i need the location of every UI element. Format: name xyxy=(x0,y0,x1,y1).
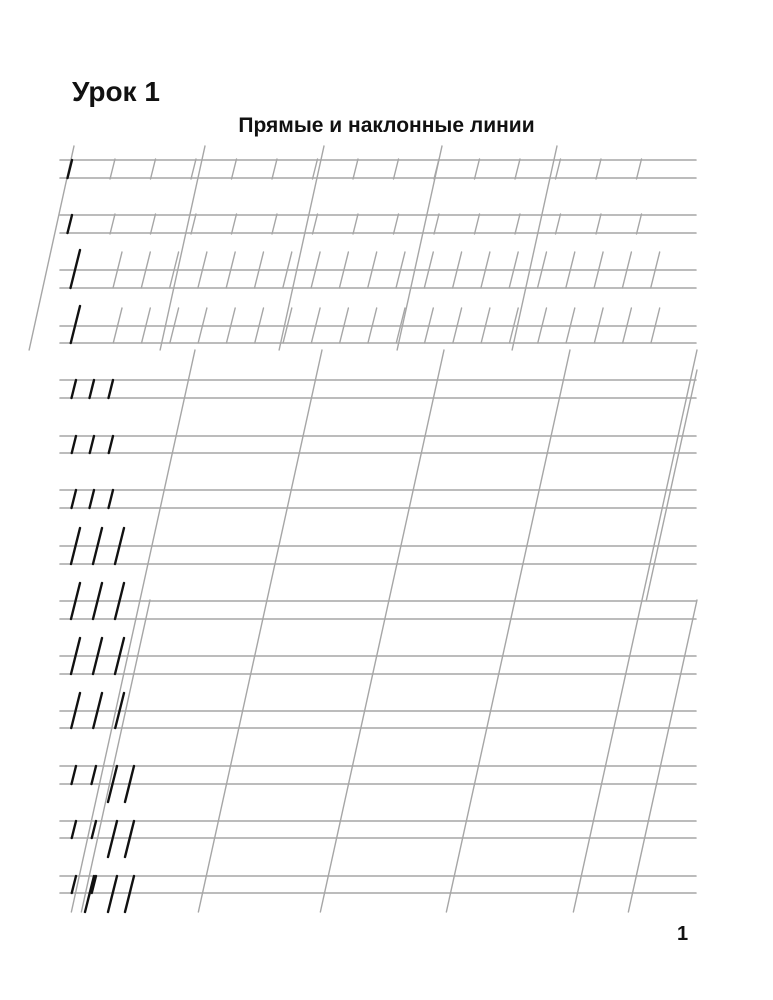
page-number: 1 xyxy=(677,923,689,945)
slant-guide-line xyxy=(320,350,444,912)
sample-stroke xyxy=(92,821,96,838)
sample-stroke xyxy=(90,436,94,453)
hint-stroke xyxy=(434,159,439,179)
sample-stroke xyxy=(68,215,73,233)
ruling-lines xyxy=(60,160,696,893)
slant-guide-line xyxy=(512,146,557,350)
sample-stroke xyxy=(72,436,76,453)
slant-guide-line xyxy=(628,600,697,912)
sample-stroke xyxy=(125,876,134,912)
hint-stroke xyxy=(353,159,358,179)
hint-stroke xyxy=(394,159,399,179)
hint-stroke xyxy=(637,214,642,234)
hint-stroke xyxy=(515,214,520,234)
hint-stroke xyxy=(232,214,237,234)
hint-stroke xyxy=(394,214,399,234)
slant-guide-line xyxy=(446,350,570,912)
sample-stroke xyxy=(109,380,114,398)
sample-stroke xyxy=(71,306,80,343)
slant-guide-line xyxy=(81,600,150,912)
slant-guide-line xyxy=(573,350,697,912)
hint-stroke xyxy=(556,214,561,234)
sample-stroke xyxy=(72,876,76,893)
sample-stroke xyxy=(72,490,77,508)
sample-stroke xyxy=(92,766,97,784)
sample-stroke xyxy=(72,380,77,398)
hint-stroke xyxy=(475,159,480,179)
practice-stroke-hints xyxy=(110,159,660,343)
slant-guide-line xyxy=(646,370,697,600)
hint-stroke xyxy=(232,159,237,179)
sample-stroke xyxy=(90,380,95,398)
sample-stroke xyxy=(71,250,81,288)
hint-stroke xyxy=(353,214,358,234)
sample-stroke xyxy=(109,436,113,453)
hint-stroke xyxy=(151,214,156,234)
sample-stroke xyxy=(85,876,94,912)
sample-strokes xyxy=(68,160,135,912)
sample-stroke xyxy=(72,766,77,784)
hint-stroke xyxy=(434,214,439,234)
hint-stroke xyxy=(556,159,561,179)
slant-guide-lines xyxy=(29,146,697,912)
sample-stroke xyxy=(72,821,76,838)
hint-stroke xyxy=(313,214,318,234)
slant-guide-line xyxy=(198,350,322,912)
sample-stroke xyxy=(90,490,95,508)
sample-stroke xyxy=(108,821,117,857)
hint-stroke xyxy=(151,159,156,179)
sample-stroke xyxy=(109,490,114,508)
hint-stroke xyxy=(272,214,277,234)
hint-stroke xyxy=(191,214,196,234)
lesson-title: Урок 1 xyxy=(72,76,160,107)
sample-stroke xyxy=(125,821,134,857)
hint-stroke xyxy=(596,214,601,234)
sample-stroke xyxy=(108,876,117,912)
hint-stroke xyxy=(475,214,480,234)
hint-stroke xyxy=(191,159,196,179)
hint-stroke xyxy=(515,159,520,179)
slant-guide-line xyxy=(160,146,205,350)
hint-stroke xyxy=(596,159,601,179)
hint-stroke xyxy=(110,159,115,179)
lesson-subtitle: Прямые и наклонные линии xyxy=(238,114,535,137)
hint-stroke xyxy=(637,159,642,179)
hint-stroke xyxy=(110,214,115,234)
hint-stroke xyxy=(272,159,277,179)
